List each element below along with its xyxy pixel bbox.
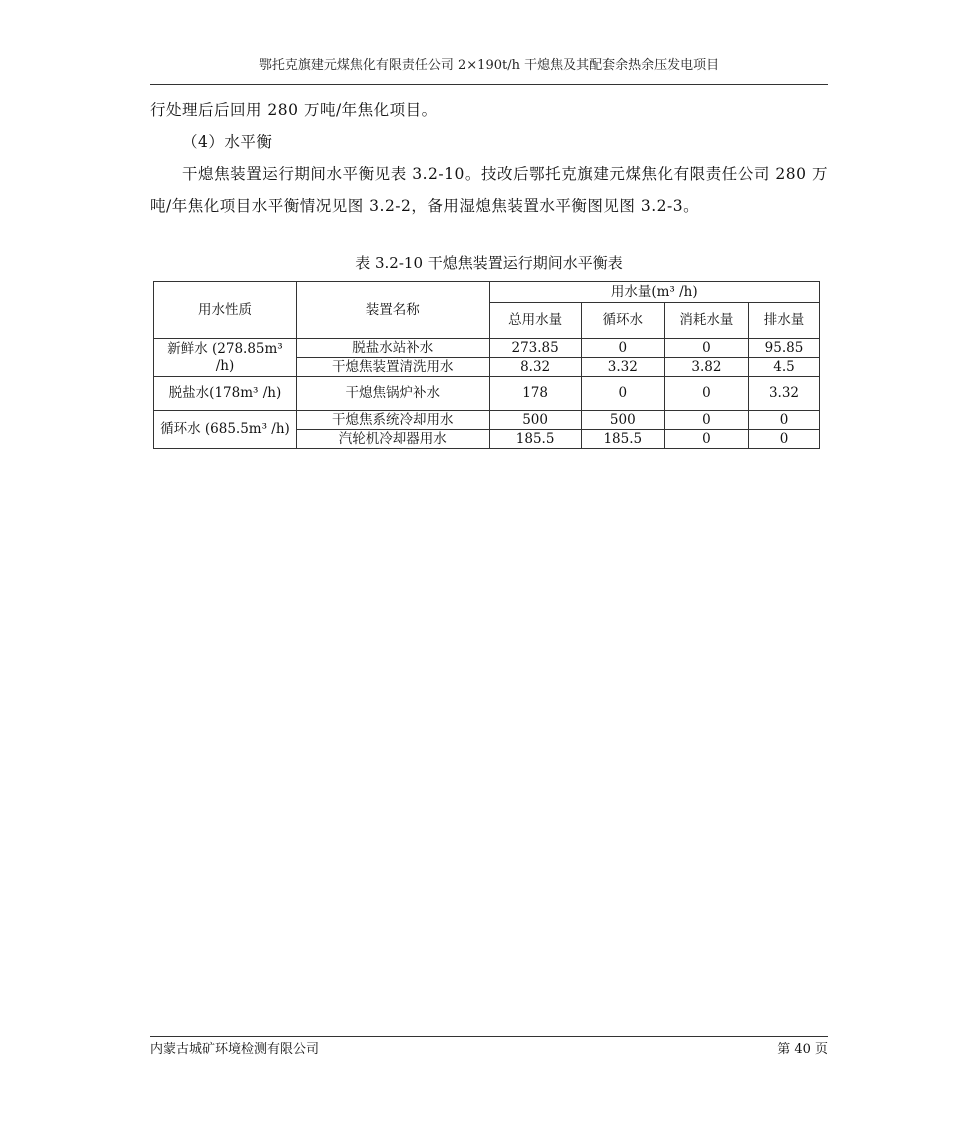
header-water-type: 用水性质 [154, 282, 297, 339]
paragraph-2: 干熄焦装置运行期间水平衡见表 3.2-10。技改后鄂托克旗建元煤焦化有限责任公司 280 万吨/年焦化项目水平衡情况见图 3.2-2，备用湿熄焦装置水平衡图见图 3.2-3。 [150, 165, 828, 215]
cell-consumed: 0 [664, 377, 748, 411]
cell-water-type: 循环水 (685.5m³ /h) [154, 411, 297, 449]
footer-company: 内蒙古城矿环境检测有限公司 [150, 1042, 320, 1057]
table-caption: 表 3.2-10 干熄焦装置运行期间水平衡表 [355, 254, 623, 272]
cell-total: 273.85 [489, 339, 581, 358]
cell-circulating: 0 [581, 339, 664, 358]
cell-consumed: 0 [664, 339, 748, 358]
header-consumed-water: 消耗水量 [664, 303, 748, 339]
cell-total: 185.5 [489, 430, 581, 449]
section-heading: （4）水平衡 [182, 133, 273, 151]
header-device-name: 装置名称 [296, 282, 489, 339]
cell-circulating: 500 [581, 411, 664, 430]
cell-consumed: 3.82 [664, 358, 748, 377]
cell-water-type: 脱盐水(178m³ /h) [154, 377, 297, 411]
header-drained-water: 排水量 [748, 303, 819, 339]
cell-circulating: 185.5 [581, 430, 664, 449]
cell-device: 汽轮机冷却器用水 [296, 430, 489, 449]
header-total-water: 总用水量 [489, 303, 581, 339]
table-row [154, 411, 820, 430]
page-header: 鄂托克旗建元煤焦化有限责任公司 2×190t/h 干熄焦及其配套余热余压发电项目 [258, 58, 720, 73]
cell-consumed: 0 [664, 411, 748, 430]
header-water-usage: 用水量(m³ /h) [489, 282, 820, 303]
cell-water-type: 新鲜水 (278.85m³ /h) [154, 339, 297, 377]
header-circulating-water: 循环水 [581, 303, 664, 339]
footer-divider [150, 1036, 828, 1037]
cell-device: 干熄焦系统冷却用水 [296, 411, 489, 430]
table-row [154, 339, 820, 358]
page-number: 第 40 页 [777, 1042, 828, 1057]
paragraph-1: 行处理后后回用 280 万吨/年焦化项目。 [150, 101, 438, 119]
cell-total: 8.32 [489, 358, 581, 377]
cell-device: 干熄焦装置清洗用水 [296, 358, 489, 377]
cell-drained: 0 [748, 430, 819, 449]
cell-device: 脱盐水站补水 [296, 339, 489, 358]
cell-device: 干熄焦锅炉补水 [296, 377, 489, 411]
cell-circulating: 0 [581, 377, 664, 411]
cell-total: 178 [489, 377, 581, 411]
cell-drained: 0 [748, 411, 819, 430]
water-balance-table [153, 281, 820, 449]
cell-total: 500 [489, 411, 581, 430]
cell-drained: 95.85 [748, 339, 819, 358]
table-row [154, 377, 820, 411]
cell-circulating: 3.32 [581, 358, 664, 377]
cell-drained: 4.5 [748, 358, 819, 377]
cell-drained: 3.32 [748, 377, 819, 411]
header-divider [150, 84, 828, 85]
cell-consumed: 0 [664, 430, 748, 449]
